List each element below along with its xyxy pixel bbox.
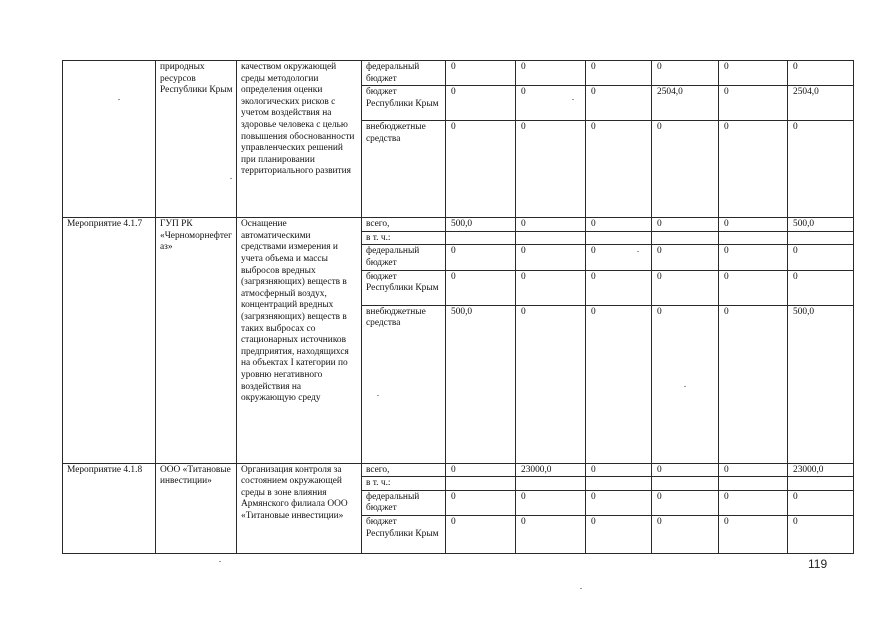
scan-speck — [230, 178, 232, 179]
amount-cell: 0 — [719, 218, 788, 232]
table-row — [63, 463, 854, 477]
amount-cell: 0 — [719, 270, 788, 305]
amount-cell: 0 — [719, 121, 788, 218]
funding-source-cell: бюджет Республики Крым — [362, 86, 446, 121]
amount-cell: 0 — [586, 490, 652, 515]
amount-cell — [652, 231, 719, 245]
funding-source-cell: федеральный бюджет — [362, 61, 446, 86]
executor-cell: ООО «Титановые инвестиции» — [156, 463, 237, 553]
funding-source-cell: в т. ч.: — [362, 231, 446, 245]
amount-cell: 500,0 — [446, 218, 516, 232]
event-cell: Мероприятие 4.1.7 — [63, 218, 156, 463]
table-row — [63, 218, 854, 232]
funding-source-cell: бюджет Республики Крым — [362, 515, 446, 553]
amount-cell — [652, 477, 719, 491]
scan-speck — [637, 251, 639, 252]
scan-speck — [377, 395, 379, 396]
amount-cell: 23000,0 — [788, 463, 854, 477]
amount-cell: 0 — [719, 305, 788, 463]
amount-cell: 0 — [586, 61, 652, 86]
amount-cell: 0 — [516, 490, 586, 515]
amount-cell: 0 — [446, 463, 516, 477]
amount-cell: 0 — [586, 515, 652, 553]
scan-speck — [219, 561, 221, 562]
amount-cell — [446, 477, 516, 491]
amount-cell: 23000,0 — [516, 463, 586, 477]
amount-cell: 0 — [652, 305, 719, 463]
amount-cell: 0 — [446, 86, 516, 121]
amount-cell: 0 — [652, 490, 719, 515]
amount-cell: 0 — [788, 490, 854, 515]
executor-cell: ГУП РК «Черноморнефтегаз» — [156, 218, 237, 463]
amount-cell: 0 — [446, 61, 516, 86]
description-cell: Организация контроля за состоянием окружающей среды в зоне влияния Армянского филиала ООО «Титановые инвестиции» — [237, 463, 362, 553]
amount-cell: 0 — [719, 490, 788, 515]
amount-cell — [516, 477, 586, 491]
funding-source-cell: внебюджетные средства — [362, 305, 446, 463]
funding-source-cell: внебюджетные средства — [362, 121, 446, 218]
amount-cell: 0 — [446, 515, 516, 553]
amount-cell: 0 — [446, 121, 516, 218]
amount-cell: 0 — [586, 218, 652, 232]
amount-cell: 0 — [652, 61, 719, 86]
amount-cell: 0 — [516, 218, 586, 232]
amount-cell: 0 — [788, 515, 854, 553]
amount-cell — [586, 477, 652, 491]
event-cell — [63, 61, 156, 218]
amount-cell: 0 — [586, 86, 652, 121]
funding-source-cell: всего, — [362, 463, 446, 477]
amount-cell: 0 — [652, 245, 719, 270]
executor-cell: природных ресурсов Республики Крым — [156, 61, 237, 218]
amount-cell: 0 — [586, 270, 652, 305]
amount-cell: 0 — [516, 245, 586, 270]
amount-cell: 0 — [652, 270, 719, 305]
funding-source-cell: бюджет Республики Крым — [362, 270, 446, 305]
amount-cell — [719, 477, 788, 491]
budget-table — [62, 60, 854, 554]
amount-cell — [516, 231, 586, 245]
amount-cell: 0 — [516, 305, 586, 463]
amount-cell: 0 — [652, 463, 719, 477]
scan-speck — [572, 99, 574, 100]
description-cell: Оснащение автоматическими средствами измерения и учета объема и массы выбросов вредных (загрязняющих) веществ в атмосферный воздух, концентраций вредных (загрязняющих) веществ в таких выбросах со стационарных источников предприятия, находящихся на объектах I категории по уровню негативного воздействия на окружающую среду — [237, 218, 362, 463]
amount-cell — [719, 231, 788, 245]
amount-cell: 0 — [788, 245, 854, 270]
amount-cell: 2504,0 — [788, 86, 854, 121]
funding-source-cell: федеральный бюджет — [362, 245, 446, 270]
event-cell: Мероприятие 4.1.8 — [63, 463, 156, 553]
amount-cell: 0 — [516, 121, 586, 218]
amount-cell: 0 — [516, 515, 586, 553]
amount-cell: 0 — [652, 121, 719, 218]
amount-cell: 0 — [586, 463, 652, 477]
description-cell: качеством окружающей среды методологии определения оценки экологических рисков с учетом воздействия на здоровье человека с целью повышения обоснованности управленческих решений при планировании территориального развития — [237, 61, 362, 218]
funding-source-cell: федеральный бюджет — [362, 490, 446, 515]
amount-cell — [788, 231, 854, 245]
amount-cell: 0 — [652, 218, 719, 232]
amount-cell: 0 — [516, 270, 586, 305]
amount-cell: 0 — [516, 61, 586, 86]
amount-cell: 500,0 — [446, 305, 516, 463]
table-row — [63, 61, 854, 86]
amount-cell: 2504,0 — [652, 86, 719, 121]
amount-cell: 0 — [788, 121, 854, 218]
amount-cell: 0 — [719, 245, 788, 270]
amount-cell: 0 — [652, 515, 719, 553]
amount-cell: 0 — [788, 270, 854, 305]
amount-cell — [586, 231, 652, 245]
amount-cell: 0 — [719, 515, 788, 553]
amount-cell: 0 — [446, 490, 516, 515]
amount-cell: 0 — [719, 61, 788, 86]
amount-cell: 0 — [446, 270, 516, 305]
funding-source-cell: в т. ч.: — [362, 477, 446, 491]
funding-source-cell: всего, — [362, 218, 446, 232]
page-number: 119 — [808, 557, 828, 571]
amount-cell: 500,0 — [788, 218, 854, 232]
amount-cell: 0 — [586, 245, 652, 270]
amount-cell: 0 — [586, 305, 652, 463]
scan-speck — [580, 588, 582, 589]
amount-cell: 0 — [516, 86, 586, 121]
amount-cell: 500,0 — [788, 305, 854, 463]
amount-cell: 0 — [446, 245, 516, 270]
amount-cell: 0 — [719, 463, 788, 477]
scan-speck — [684, 386, 686, 387]
scan-speck — [118, 99, 120, 100]
amount-cell: 0 — [719, 86, 788, 121]
amount-cell — [446, 231, 516, 245]
amount-cell: 0 — [586, 121, 652, 218]
amount-cell — [788, 477, 854, 491]
amount-cell: 0 — [788, 61, 854, 86]
